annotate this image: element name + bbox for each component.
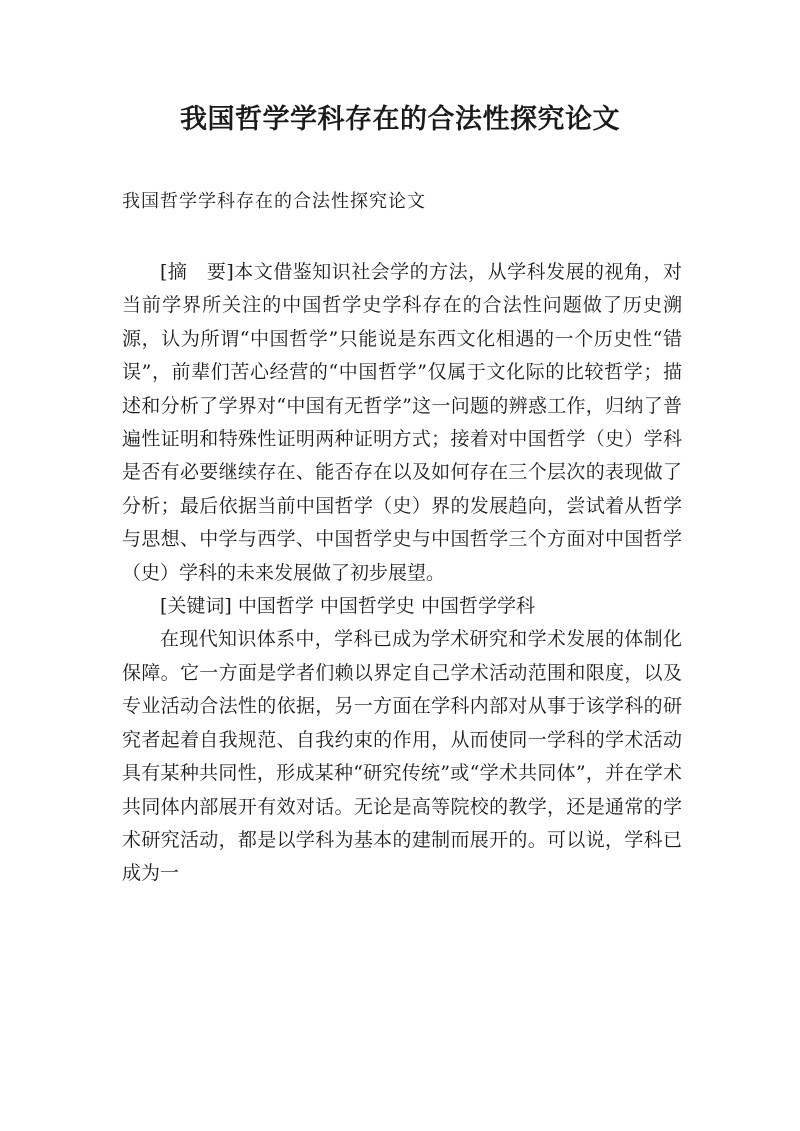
document-body: [122, 256, 682, 891]
document-subtitle: 我国哲学学科存在的合法性探究论文: [122, 191, 426, 212]
keywords-paragraph: [关键词] 中国哲学 中国哲学史 中国哲学学科: [160, 595, 535, 618]
body-paragraph: 在现代知识体系中，学科已成为学术研究和学术发展的体制化保障。它一方面是学者们赖以界定自己学术活动范围和限度，以及专业活动合法性的依据，另一方面在学科内部对从事于该学科的研究者起着自我规范、自我约束的作用，从而使同一学科的学术活动具有某种共同性，形成某种“研究传统”或“学术共同体”，并在学术共同体内部展开有效对话。无论是高等院校的教学，还是通常的学术研究活动，都是以学科为基本的建制而展开的。可以说，学科已成为一: [122, 628, 682, 885]
abstract-paragraph: [摘 要]本文借鉴知识社会学的方法，从学科发展的视角，对当前学界所关注的中国哲学史学科存在的合法性问题做了历史溯源，认为所谓“中国哲学”只能说是东西文化相遇的一个历史性“错误”，前辈们苦心经营的“中国哲学”仅属于文化际的比较哲学；描述和分析了学界对“中国有无哲学”这一问题的辨惑工作，归纳了普遍性证明和特殊性证明两种证明方式；接着对中国哲学（史）学科是否有必要继续存在、能否存在以及如何存在三个层次的表现做了分析；最后依据当前中国哲学（史）界的发展趋向，尝试着从哲学与思想、中学与西学、中国哲学史与中国哲学三个方面对中国哲学（史）学科的未来发展做了初步展望。: [122, 261, 682, 584]
document-title: 我国哲学学科存在的合法性探究论文: [180, 104, 620, 135]
